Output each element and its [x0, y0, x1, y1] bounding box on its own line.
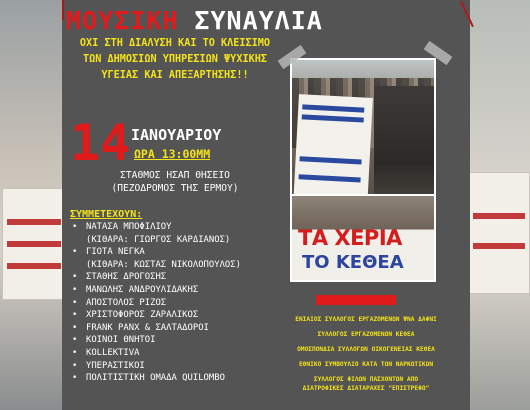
- participant-item: [72, 309, 277, 322]
- participant-item: [72, 246, 277, 259]
- event-place: [70, 170, 280, 195]
- red-edge-line: [62, 0, 64, 20]
- background-photo-left: [0, 0, 66, 410]
- title-word-1: ΜΟΥΣΙΚΗ: [66, 6, 179, 35]
- banner-text-line2: ΤΟ ΚΕΘΕΑ: [302, 252, 404, 273]
- participant-name: ΝΑΤΑΣΑ ΜΠΟΦΙΛΙΟΥ: [86, 222, 172, 232]
- participant-name: ΧΡΙΣΤΟΦΟΡΟΣ ΖΑΡΑΛΙΚΟΣ: [86, 310, 199, 321]
- participant-name: ΥΠΕΡΑΣΤΙΚΟΙ: [86, 360, 145, 371]
- participants-list: [72, 221, 277, 385]
- title-word-2: ΣΥΝΑΥΛΙΑ: [194, 6, 323, 35]
- place-line-1: ΣΤΑΘΜΟΣ ΗΣΑΠ ΘΗΣΕΙΟ: [120, 170, 230, 181]
- participant-name: FRANK PANX & ΣΑΛΤΑΔΟΡΟΙ: [86, 322, 209, 333]
- bullet-icon: •: [72, 373, 78, 384]
- subtitle: ΟΧΙ ΣΤΗ ΔΙΑΛΥΣΗ ΚΑΙ ΤΟ ΚΛΕΙΣΙΜΟ ΤΩΝ ΔΗΜΟΣΙΩΝ ΥΠΗΡΕΣΙΩΝ ΨΥΧΙΚΗΣ ΥΓΕΙΑΣ ΚΑΙ ΑΠΕΞΑΡΤΗΣΗΣ!!: [79, 38, 271, 81]
- bullet-icon: •: [72, 284, 78, 295]
- place-line-2: (ΠΕΖΟΔΡΟΜΟΣ ΤΗΣ ΕΡΜΟΥ): [111, 182, 239, 194]
- participant-item: [72, 271, 277, 284]
- right-banner: [468, 172, 530, 294]
- bullet-icon: •: [72, 360, 78, 371]
- participant-name: ΚΟΙΝΟΙ ΘΝΗΤΟΙ: [86, 335, 156, 346]
- bullet-icon: •: [72, 247, 78, 258]
- background-photo-right: [468, 0, 530, 410]
- participants-title: ΣΥΜΜΕΤΕΧΟΥΝ:: [70, 209, 143, 220]
- participant-item: [72, 297, 277, 310]
- organizers-title: ΣΥΝΔΙΟΡΓΑΝΩΣΗ:: [318, 295, 394, 305]
- organizer-item: ΕΘΝΙΚΟ ΣΥΜΒΟΥΛΙΟ ΚΑΤΑ ΤΩΝ ΝΑΡΚΩΤΙΚΩΝ: [298, 361, 434, 368]
- bullet-icon: •: [72, 322, 78, 333]
- participant-item: [72, 360, 277, 373]
- participant-item: [72, 234, 277, 247]
- organizer-item: ΕΝΙΑΙΟΣ ΣΥΛΛΟΓΟΣ ΕΡΓΑΖΟΜΕΝΩΝ ΨΝΑ ΔΑΦΝΙ: [295, 316, 437, 323]
- participant-name: ΜΑΝΩΛΗΣ ΑΝΔΡΟΥΛΙΔΑΚΗΣ: [86, 284, 199, 295]
- banner-text-line1: ΤΑ ΧΕΡΙΑ: [298, 226, 402, 250]
- participant-name: ΓΙΟΤΑ ΝΕΓΚΑ: [86, 247, 145, 258]
- participant-name: ΑΠΟΣΤΟΛΟΣ ΡΙΖΟΣ: [86, 297, 167, 308]
- event-month: ΙΑΝΟΥΑΡΙΟΥ: [131, 126, 222, 144]
- participant-name: ΣΤΑΘΗΣ ΔΡΟΓΟΣΗΣ: [86, 272, 167, 283]
- poster-title: [66, 6, 386, 35]
- left-banner: [2, 188, 66, 300]
- bullet-icon: •: [72, 272, 78, 283]
- participant-item: [72, 347, 277, 360]
- bullet-icon: •: [72, 335, 78, 346]
- participant-item: [72, 284, 277, 297]
- participant-item: [72, 221, 277, 234]
- event-day: 14: [70, 114, 131, 172]
- organizer-item: ΣΥΛΛΟΓΟΣ ΕΡΓΑΖΟΜΕΝΩΝ ΚΕΘΕΑ: [317, 331, 415, 338]
- bullet-icon: •: [72, 297, 78, 308]
- participant-name: ΠΟΛΙΤΙΣΤΙΚΗ ΟΜΑΔΑ QUILOMBO: [86, 373, 225, 384]
- participant-item: [72, 372, 277, 385]
- participant-name: (ΚΙΘΑΡΑ: ΚΩΣΤΑΣ ΝΙΚΟΛΟΠΟΥΛΟΣ): [86, 259, 241, 270]
- participant-name: (ΚΙΘΑΡΑ: ΓΙΩΡΓΟΣ ΚΑΡΔΙΑΝΟΣ): [86, 234, 231, 245]
- bullet-icon: •: [72, 347, 78, 358]
- participant-item: [72, 259, 277, 272]
- event-time: ΩΡΑ 13:00ΜΜ: [134, 147, 211, 161]
- bullet-icon: •: [72, 222, 78, 232]
- organizer-item: ΣΥΛΛΟΓΟΣ ΦΙΛΩΝ ΠΑΣΧΟΝΤΩΝ ΑΠΟ ΔΙΑΤΡΟΦΙΚΕΣ ΔΙΑΤΑΡΑΧΕΣ "ΕΠΙΣΤΡΕΦΩ": [302, 376, 430, 392]
- protest-banner: [293, 94, 373, 210]
- bullet-icon: •: [72, 310, 78, 321]
- participant-item: [72, 334, 277, 347]
- protest-banner-photo: [290, 194, 436, 282]
- participant-name: KOLLEKTIVA: [86, 347, 140, 358]
- participant-item: [72, 322, 277, 335]
- organizer-item: ΟΜΟΣΠΟΝΔΙΑ ΣΥΛΛΟΓΩΝ ΟΙΚΟΓΕΝΕΙΑΣ ΚΕΘΕΑ: [297, 346, 435, 353]
- organizers-list: [292, 312, 440, 393]
